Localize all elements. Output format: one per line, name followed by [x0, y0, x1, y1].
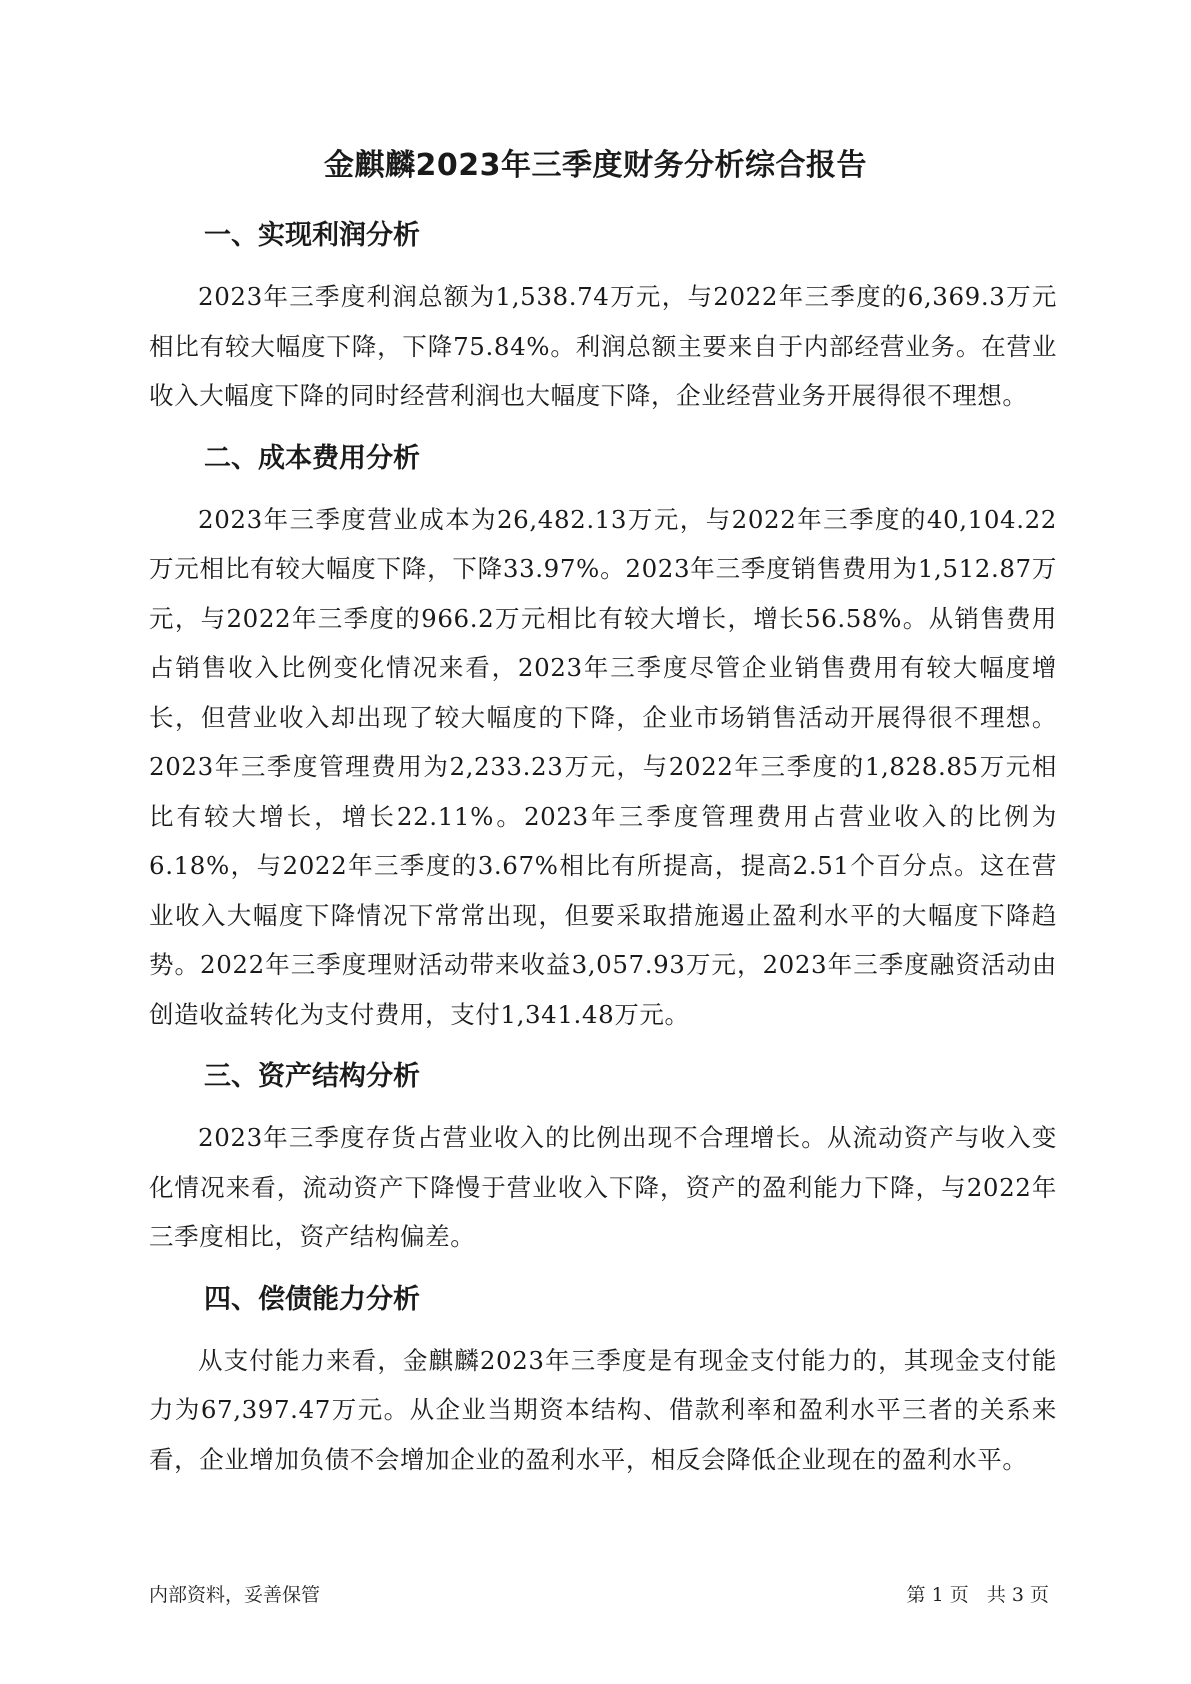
section-heading: 四、偿债能力分析: [204, 1283, 420, 1315]
section-heading: 三、资产结构分析: [204, 1061, 420, 1092]
document-title: 金麒麟2023年三季度财务分析综合报告: [324, 148, 867, 183]
section-heading: 一、实现利润分析: [204, 220, 420, 251]
section-paragraph: 2023年三季度营业成本为26,482.13万元，与2022年三季度的40,104.22万元相比有较大幅度下降，下降33.97%。2023年三季度销售费用为1,512.87万元，与2022年三季度的966.2万元相比有较大增长，增长56.58%。从销售费用占销售收入比例变化情况来看，2023年三季度尽管企业销售费用有较大幅度增长，但营业收入却出现了较大幅度的下降，企业市场销售活动开展得很不理想。2023年三季度管理费用为2,233.23万元，与2022年三季度的1,828.85万元相比有较大增长，增长22.11%。2023年三季度管理费用占营业收入的比例为6.18%，与2022年三季度的3.67%相比有所提高，提高2.51个百分点。这在营业收入大幅度下降情况下常常出现，但要采取措施遏止盈利水平的大幅度下降趋势。2022年三季度理财活动带来收益3,057.93万元，2023年三季度融资活动由创造收益转化为支付费用，支付1,341.48万元。: [149, 504, 1057, 1029]
page-number: 第 1 页 共 3 页: [906, 1584, 1049, 1606]
confidential-notice: 内部资料，妥善保管: [149, 1584, 321, 1606]
section-paragraph: 2023年三季度存货占营业收入的比例出现不合理增长。从流动资产与收入变化情况来看，流动资产下降慢于营业收入下降，资产的盈利能力下降，与2022年三季度相比，资产结构偏差。: [149, 1123, 1057, 1251]
section-heading: 二、成本费用分析: [204, 442, 420, 474]
section-cost-analysis: [149, 439, 1057, 1040]
section-paragraph: 2023年三季度利润总额为1,538.74万元，与2022年三季度的6,369.3万元相比有较大幅度下降，下降75.84%。利润总额主要来自于内部经营业务。在营业收入大幅度下降的同时经营利润也大幅度下降，企业经营业务开展得很不理想。: [149, 282, 1057, 410]
section-profit-analysis: [149, 216, 1057, 421]
section-asset-structure: [149, 1057, 1057, 1262]
section-paragraph: 从支付能力来看，金麒麟2023年三季度是有现金支付能力的，其现金支付能力为67,397.47万元。从企业当期资本结构、借款利率和盈利水平三者的关系来看，企业增加负债不会增加企业的盈利水平，相反会降低企业现在的盈利水平。: [149, 1345, 1057, 1474]
document-body: [149, 216, 1057, 1502]
section-solvency-analysis: [149, 1280, 1057, 1485]
